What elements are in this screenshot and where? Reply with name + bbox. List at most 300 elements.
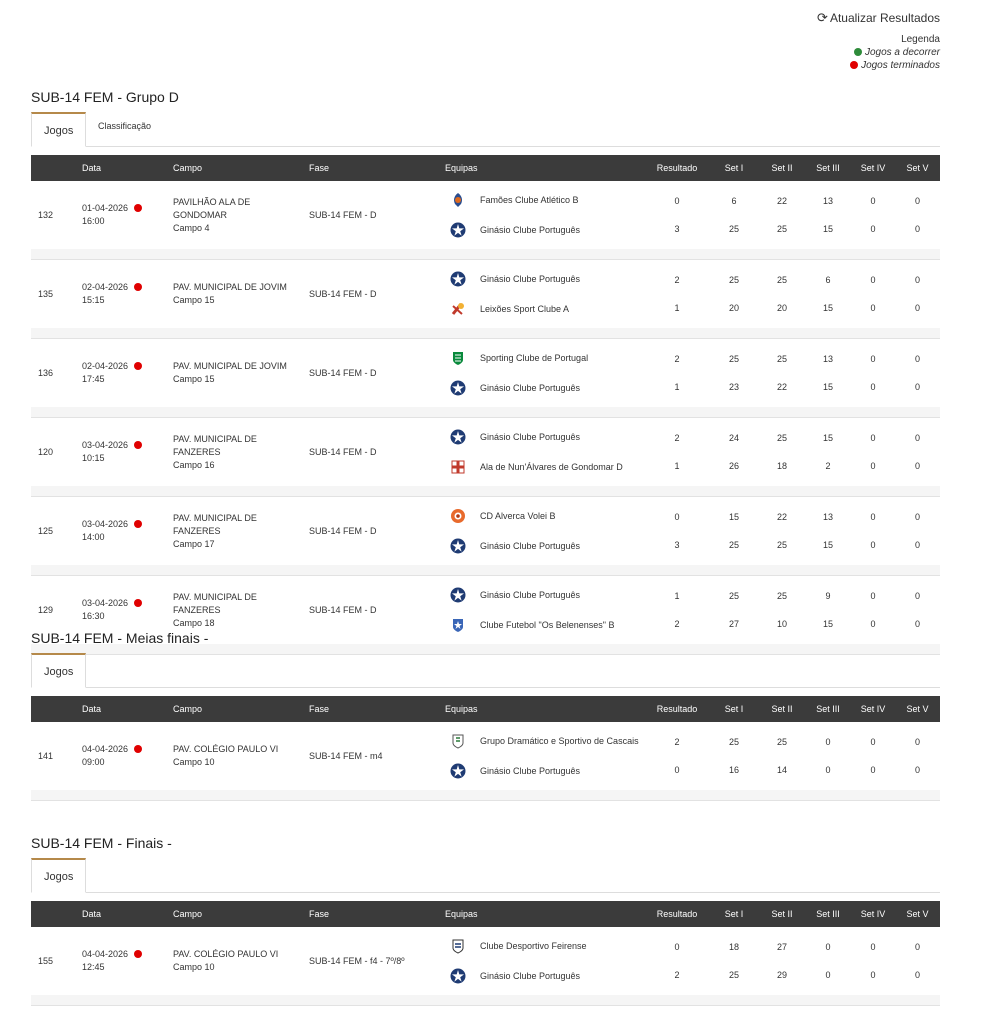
table-row[interactable] [31, 339, 940, 408]
set-value: 0 [870, 765, 876, 775]
result-value: 1 [674, 461, 680, 471]
team-name: Ginásio Clube Português [480, 765, 581, 776]
set-value: 0 [914, 512, 920, 522]
set-value: 0 [825, 765, 831, 775]
set-value: 25 [728, 970, 739, 980]
column-header: Fase [309, 909, 330, 919]
tab-bar [31, 858, 940, 893]
gcp-logo-icon [450, 429, 466, 445]
row-separator [31, 249, 940, 260]
set-value: 27 [728, 619, 739, 629]
id-col-header [31, 901, 82, 927]
column-header: Resultado [656, 704, 698, 714]
gcp-logo-icon [450, 222, 466, 238]
court-name: Campo 16 [173, 459, 215, 470]
column-header: Campo [173, 909, 203, 919]
set-cell [805, 260, 851, 329]
set-value: 6 [825, 275, 831, 285]
set-value: 25 [776, 354, 787, 364]
column-header: Set II [771, 704, 793, 714]
set-value: 0 [914, 354, 920, 364]
set-cell [805, 497, 851, 566]
team-entry[interactable] [445, 963, 645, 989]
row-separator [31, 486, 940, 497]
section-title: SUB-14 FEM - Finais - [31, 835, 172, 851]
result-value: 3 [674, 224, 680, 234]
set-value: 25 [776, 540, 787, 550]
team-entry[interactable] [445, 375, 645, 401]
set-value: 25 [776, 737, 787, 747]
set-value: 0 [870, 737, 876, 747]
set-value: 0 [870, 303, 876, 313]
set-value: 25 [728, 275, 739, 285]
set-value: 10 [776, 619, 787, 629]
game-date [82, 722, 173, 790]
set-value: 0 [914, 433, 920, 443]
finished-dot-icon [134, 599, 142, 607]
set-cell [759, 260, 805, 329]
set-value: 15 [822, 540, 833, 550]
set-value: 0 [914, 196, 920, 206]
legend-title: Legenda [901, 34, 940, 45]
set-value: 22 [776, 382, 787, 392]
date-value: 04-04-2026 [82, 744, 129, 754]
result-value: 0 [674, 512, 680, 522]
tab-jogos[interactable]: Jogos [31, 653, 86, 688]
team-name: Leixões Sport Clube A [480, 303, 570, 314]
set-cell [895, 418, 940, 487]
game-date [82, 260, 173, 329]
game-teams [445, 260, 645, 329]
game-phase: SUB-14 FEM - D [309, 368, 377, 378]
column-header: Set IV [860, 909, 886, 919]
game-venue [173, 418, 309, 487]
table-row[interactable] [31, 927, 940, 995]
game-date [82, 497, 173, 566]
set-value: 0 [870, 196, 876, 206]
set-cell [709, 722, 759, 790]
result-value: 0 [674, 765, 680, 775]
tab-bar [31, 653, 940, 688]
set-value: 0 [914, 303, 920, 313]
set-value: 25 [728, 224, 739, 234]
set-cell [851, 339, 895, 408]
team-entry[interactable] [445, 187, 645, 213]
game-date [82, 181, 173, 249]
game-id: 141 [38, 751, 54, 761]
set-value: 14 [776, 765, 787, 775]
game-phase: SUB-14 FEM - D [309, 289, 377, 299]
set-value: 0 [870, 275, 876, 285]
team-entry[interactable] [445, 424, 645, 450]
game-id: 120 [38, 447, 54, 457]
result-value: 2 [674, 970, 680, 980]
venue-name: PAV. MUNICIPAL DE FANZERES [173, 512, 257, 536]
finished-dot-icon [134, 745, 142, 753]
green-dot-icon [854, 48, 862, 56]
set-value: 20 [728, 303, 739, 313]
section [31, 629, 940, 801]
game-date [82, 927, 173, 995]
set-value: 0 [825, 942, 831, 952]
set-value: 29 [776, 970, 787, 980]
set-value: 0 [914, 224, 920, 234]
set-cell [805, 339, 851, 408]
result-value: 0 [674, 196, 680, 206]
time-value: 15:15 [82, 295, 105, 305]
set-value: 0 [914, 461, 920, 471]
row-separator [31, 328, 940, 339]
row-separator [31, 790, 940, 801]
team-name: Ginásio Clube Português [480, 589, 581, 600]
set-value: 2 [825, 461, 831, 471]
court-name: Campo 15 [173, 374, 215, 384]
set-value: 13 [822, 512, 833, 522]
set-value: 27 [776, 942, 787, 952]
gdsc-logo-icon [450, 733, 466, 749]
set-value: 0 [825, 970, 831, 980]
table-header [31, 901, 940, 927]
team-entry[interactable] [445, 582, 645, 608]
tab-jogos[interactable]: Jogos [31, 858, 86, 893]
set-value: 0 [870, 619, 876, 629]
finished-dot-icon [134, 362, 142, 370]
game-phase: SUB-14 FEM - D [309, 526, 377, 536]
column-header: Resultado [656, 909, 698, 919]
date-value: 03-04-2026 [82, 598, 129, 608]
legend-live [817, 47, 940, 58]
game-id: 136 [38, 368, 54, 378]
team-name: Ala de Nun'Álvares de Gondomar D [480, 461, 623, 472]
column-header: Set III [816, 163, 840, 173]
team-name: CD Alverca Volei B [480, 510, 556, 521]
gcp-logo-icon [450, 968, 466, 984]
set-value: 20 [776, 303, 787, 313]
set-value: 0 [914, 591, 920, 601]
team-name: Ginásio Clube Português [480, 224, 581, 235]
team-name: Ginásio Clube Português [480, 540, 581, 551]
game-phase: SUB-14 FEM - f4 - 7º/8º [309, 956, 405, 966]
set-cell [759, 181, 805, 249]
refresh-icon: ⟳ [817, 10, 828, 25]
set-cell [895, 497, 940, 566]
game-teams [445, 339, 645, 408]
team-entry[interactable] [445, 454, 645, 480]
finished-dot-icon [134, 283, 142, 291]
section [31, 834, 940, 1006]
row-separator [31, 565, 940, 576]
set-value: 0 [870, 970, 876, 980]
game-venue [173, 497, 309, 566]
game-teams [445, 722, 645, 790]
date-value: 04-04-2026 [82, 949, 129, 959]
set-value: 18 [776, 461, 787, 471]
set-cell [851, 181, 895, 249]
team-entry[interactable] [445, 728, 645, 754]
team-entry[interactable] [445, 933, 645, 959]
set-cell [709, 181, 759, 249]
team-entry[interactable] [445, 758, 645, 784]
set-value: 15 [822, 303, 833, 313]
game-venue [173, 339, 309, 408]
set-cell [805, 722, 851, 790]
set-value: 0 [914, 970, 920, 980]
game-phase: SUB-14 FEM - D [309, 447, 377, 457]
section [31, 88, 940, 655]
set-value: 9 [825, 591, 831, 601]
result-value: 3 [674, 540, 680, 550]
table-row[interactable] [31, 418, 940, 487]
time-value: 14:00 [82, 532, 105, 542]
set-cell [895, 927, 940, 995]
finished-dot-icon [134, 441, 142, 449]
result-value: 2 [674, 433, 680, 443]
table-header [31, 696, 940, 722]
time-value: 09:00 [82, 757, 105, 767]
result-value: 2 [674, 619, 680, 629]
game-id: 125 [38, 526, 54, 536]
set-value: 24 [728, 433, 739, 443]
tab-jogos[interactable]: Jogos [31, 112, 86, 147]
sporting-logo-icon [450, 350, 466, 366]
game-id: 135 [38, 289, 54, 299]
venue-name: PAV. MUNICIPAL DE JOVIM [173, 361, 287, 371]
refresh-results-button[interactable] [817, 10, 940, 26]
venue-name: PAV. MUNICIPAL DE FANZERES [173, 433, 257, 457]
result-cell [645, 722, 709, 790]
date-value: 03-04-2026 [82, 440, 129, 450]
column-header: Campo [173, 163, 203, 173]
table-row[interactable] [31, 497, 940, 566]
column-header: Data [82, 909, 102, 919]
section-title: SUB-14 FEM - Grupo D [31, 89, 179, 105]
table-row[interactable] [31, 260, 940, 329]
result-value: 1 [674, 303, 680, 313]
column-header: Set V [906, 909, 929, 919]
set-value: 0 [870, 591, 876, 601]
set-cell [851, 418, 895, 487]
column-header: Set III [816, 909, 840, 919]
venue-name: PAV. COLÉGIO PAULO VI [173, 744, 279, 754]
team-name: Grupo Dramático e Sportivo de Cascais [480, 735, 639, 746]
games-table [31, 901, 940, 1006]
set-value: 25 [776, 591, 787, 601]
team-name: Sporting Clube de Portugal [480, 352, 589, 363]
column-header: Set I [724, 704, 744, 714]
set-value: 15 [822, 433, 833, 443]
court-name: Campo 17 [173, 538, 215, 549]
set-cell [759, 339, 805, 408]
set-cell [759, 497, 805, 566]
gcp-logo-icon [450, 587, 466, 603]
set-value: 0 [914, 619, 920, 629]
famoes-logo-icon [450, 192, 466, 208]
set-value: 0 [914, 275, 920, 285]
column-header: Equipas [445, 163, 478, 173]
column-header: Set II [771, 163, 793, 173]
set-value: 16 [728, 765, 739, 775]
time-value: 16:30 [82, 611, 105, 621]
set-cell [805, 418, 851, 487]
date-value: 03-04-2026 [82, 519, 129, 529]
set-value: 0 [870, 461, 876, 471]
game-phase: SUB-14 FEM - D [309, 210, 377, 220]
result-value: 2 [674, 275, 680, 285]
header-panel [817, 10, 940, 71]
set-cell [759, 927, 805, 995]
tab-classificacao[interactable]: Classificação [98, 121, 152, 131]
column-header: Set IV [860, 704, 886, 714]
set-cell [709, 418, 759, 487]
column-header: Set I [724, 163, 744, 173]
set-value: 25 [728, 540, 739, 550]
team-name: Ginásio Clube Português [480, 273, 581, 284]
game-id: 132 [38, 210, 54, 220]
time-value: 16:00 [82, 216, 105, 226]
games-table [31, 696, 940, 801]
section-title: SUB-14 FEM - Meias finais - [31, 630, 209, 646]
set-value: 0 [870, 540, 876, 550]
team-entry[interactable] [445, 503, 645, 529]
set-value: 26 [728, 461, 739, 471]
set-value: 6 [731, 196, 737, 206]
set-value: 25 [776, 275, 787, 285]
column-header: Set III [816, 704, 840, 714]
result-value: 2 [674, 737, 680, 747]
gcp-logo-icon [450, 380, 466, 396]
ala-logo-icon [450, 459, 466, 475]
game-venue [173, 181, 309, 249]
column-header: Set II [771, 909, 793, 919]
result-cell [645, 181, 709, 249]
set-cell [709, 260, 759, 329]
table-row[interactable] [31, 181, 940, 249]
column-header: Campo [173, 704, 203, 714]
row-separator [31, 995, 940, 1006]
time-value: 17:45 [82, 374, 105, 384]
gcp-logo-icon [450, 538, 466, 554]
game-venue [173, 260, 309, 329]
team-name: Clube Desportivo Feirense [480, 940, 587, 951]
team-entry[interactable] [445, 296, 645, 322]
column-header: Resultado [656, 163, 698, 173]
column-header: Fase [309, 704, 330, 714]
set-value: 25 [728, 354, 739, 364]
venue-name: PAVILHÃO ALA DE GONDOMAR [173, 196, 251, 220]
result-cell [645, 260, 709, 329]
set-value: 23 [728, 382, 739, 392]
court-name: Campo 10 [173, 962, 215, 972]
tab-bar [31, 112, 940, 147]
finished-dot-icon [134, 204, 142, 212]
set-value: 25 [776, 224, 787, 234]
date-value: 02-04-2026 [82, 361, 129, 371]
game-id: 129 [38, 605, 54, 615]
set-value: 15 [822, 382, 833, 392]
set-value: 0 [870, 512, 876, 522]
table-row[interactable] [31, 722, 940, 790]
column-header: Fase [309, 163, 330, 173]
set-value: 0 [870, 382, 876, 392]
game-date [82, 339, 173, 408]
court-name: Campo 10 [173, 757, 215, 767]
set-value: 0 [870, 224, 876, 234]
gcp-logo-icon [450, 763, 466, 779]
court-name: Campo 18 [173, 617, 215, 628]
column-header: Data [82, 163, 102, 173]
set-value: 0 [914, 382, 920, 392]
date-value: 01-04-2026 [82, 203, 129, 213]
column-header: Set V [906, 163, 929, 173]
time-value: 10:15 [82, 453, 105, 463]
set-cell [759, 418, 805, 487]
legend-live-label: Jogos a decorrer [864, 47, 940, 58]
time-value: 12:45 [82, 962, 105, 972]
team-name: Famões Clube Atlético B [480, 194, 579, 205]
alverca-logo-icon [450, 508, 466, 524]
set-value: 22 [776, 512, 787, 522]
row-separator [31, 407, 940, 418]
id-col-header [31, 696, 82, 722]
set-cell [851, 497, 895, 566]
team-entry[interactable] [445, 266, 645, 292]
set-value: 25 [776, 433, 787, 443]
team-name: Clube Futebol "Os Belenenses" B [480, 619, 615, 630]
game-teams [445, 927, 645, 995]
set-value: 25 [728, 737, 739, 747]
game-teams [445, 181, 645, 249]
result-cell [645, 497, 709, 566]
column-header: Set V [906, 704, 929, 714]
set-cell [851, 722, 895, 790]
legend-finished-label: Jogos terminados [861, 60, 940, 71]
set-value: 0 [914, 540, 920, 550]
venue-name: PAV. MUNICIPAL DE JOVIM [173, 282, 287, 292]
refresh-label: Atualizar Resultados [829, 11, 940, 25]
set-value: 0 [870, 942, 876, 952]
game-teams [445, 497, 645, 566]
column-header: Equipas [445, 909, 478, 919]
column-header: Equipas [445, 704, 478, 714]
set-cell [895, 181, 940, 249]
team-entry[interactable] [445, 345, 645, 371]
leixoes-logo-icon [450, 301, 466, 317]
result-value: 1 [674, 591, 680, 601]
team-entry[interactable] [445, 533, 645, 559]
result-cell [645, 418, 709, 487]
games-table [31, 155, 940, 655]
set-value: 15 [822, 224, 833, 234]
game-teams [445, 418, 645, 487]
team-name: Ginásio Clube Português [480, 970, 581, 981]
set-cell [805, 927, 851, 995]
venue-name: PAV. COLÉGIO PAULO VI [173, 949, 279, 959]
set-value: 13 [822, 354, 833, 364]
set-value: 15 [822, 619, 833, 629]
team-name: Ginásio Clube Português [480, 382, 581, 393]
set-value: 15 [728, 512, 739, 522]
team-entry[interactable] [445, 217, 645, 243]
date-value: 02-04-2026 [82, 282, 129, 292]
set-value: 25 [728, 591, 739, 601]
column-header: Set IV [860, 163, 886, 173]
court-name: Campo 15 [173, 295, 215, 305]
set-cell [895, 722, 940, 790]
set-cell [709, 497, 759, 566]
court-name: Campo 4 [173, 222, 210, 233]
game-date [82, 418, 173, 487]
gcp-logo-icon [450, 271, 466, 287]
